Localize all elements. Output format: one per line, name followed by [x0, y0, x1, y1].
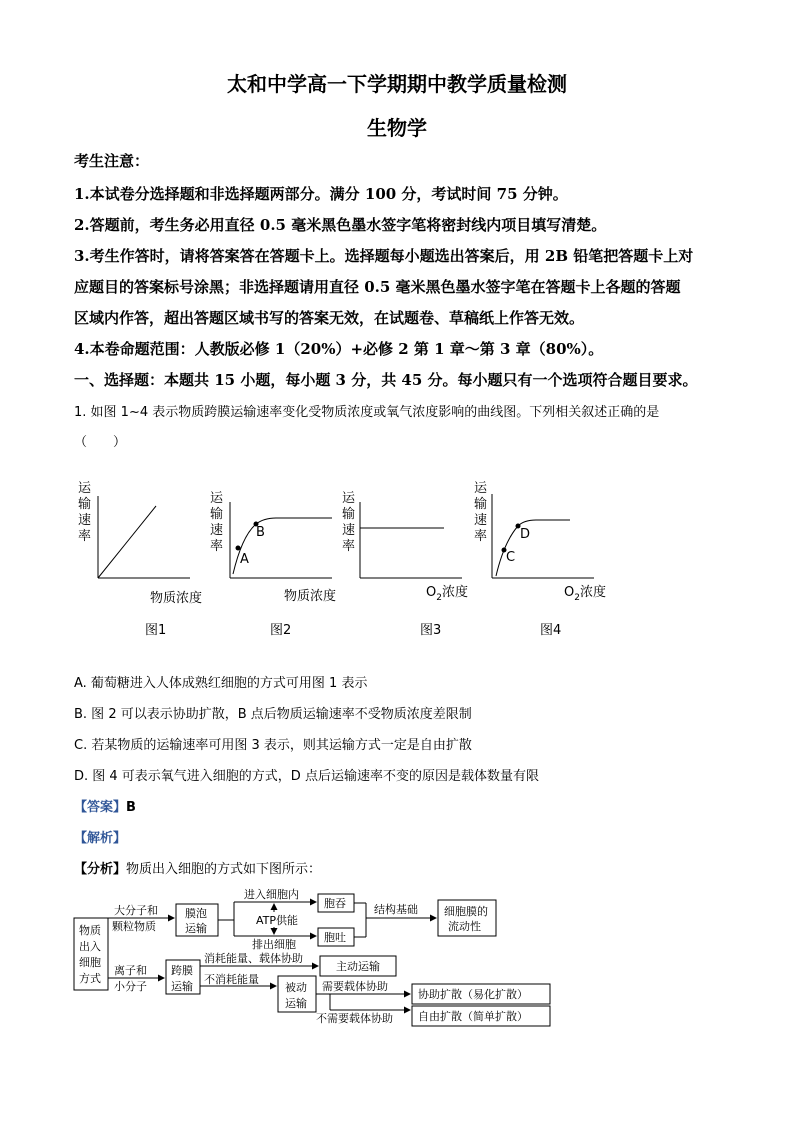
fig2-ylabel-0: 运	[210, 491, 224, 506]
fig2-ylabel-2: 速	[210, 523, 224, 538]
fig3-xlabel: $O_2$浓度	[426, 585, 468, 603]
exit-text: 排出细胞	[252, 938, 296, 951]
option-b: B. 图 2 可以表示协助扩散，B 点后物质运输速率不受物质浓度差限制	[74, 707, 472, 722]
root-text-2: 细胞	[79, 956, 101, 969]
notice-item-3-cont2: 区域内作答，超出答题区域书写的答案无效，在试题卷、草稿纸上作答无效。	[74, 309, 585, 327]
fenxi-line	[74, 858, 321, 877]
fig2-xlabel: 物质浓度	[284, 589, 337, 604]
vesicle-text-0: 膜泡	[185, 907, 207, 920]
need-text: 需要载体协助	[322, 980, 388, 993]
consume-text: 消耗能量、载体协助	[204, 952, 303, 965]
figure-4	[474, 481, 606, 638]
fig4-ylabel-3: 率	[474, 529, 488, 544]
fig3-caption: 图3	[420, 623, 442, 638]
root-text-3: 方式	[79, 972, 101, 985]
fenxi-text: 物质出入细胞的方式如下图所示：	[126, 862, 322, 877]
fluid-text-1: 流动性	[448, 920, 481, 933]
fig2-caption: 图2	[270, 623, 292, 638]
page-title: 太和中学高一下学期期中教学质量检测	[227, 72, 567, 96]
transmembrane-text-0: 跨膜	[171, 964, 193, 977]
fig2-ylabel-1: 输	[210, 507, 224, 522]
option-c: C. 若某物质的运输速率可用图 3 表示，则其运输方式一定是自由扩散	[74, 738, 472, 753]
free-text: 自由扩散（简单扩散）	[418, 1010, 528, 1023]
fig3-ylabel-2: 速	[342, 523, 356, 538]
vesicle-text-1: 运输	[185, 922, 207, 935]
fig4-curve	[496, 520, 570, 576]
figures-1-4	[70, 478, 630, 648]
exo-text: 胞吐	[324, 931, 346, 944]
root-text-1: 出入	[79, 940, 101, 953]
notice-item-3: 3.考生作答时，请将答案答在答题卡上。选择题每小题选出答案后，用 2B 铅笔把答题卡上对	[74, 247, 694, 265]
fig4-xlabel: $O_2$浓度	[564, 585, 606, 603]
fig2-point-a	[236, 546, 241, 551]
notice-item-1: 1.本试卷分选择题和非选择题两部分。满分 100 分，考试时间 75 分钟。	[74, 185, 568, 203]
big-text-0: 大分子和	[114, 904, 158, 917]
option-d: D. 图 4 可表示氧气进入细胞的方式，D 点后运输速率不变的原因是载体数量有限	[74, 769, 539, 784]
fig4-ylabel-2: 速	[474, 513, 488, 528]
fig1-ylabel-1: 输	[78, 497, 92, 512]
fig4-caption: 图4	[540, 623, 562, 638]
endo-text: 胞吞	[324, 897, 346, 910]
fig1-ylabel-3: 率	[78, 529, 92, 544]
figure-3	[342, 491, 468, 638]
passive-text-1: 运输	[285, 997, 307, 1010]
fig3-ylabel-0: 运	[342, 491, 356, 506]
fig2-label-b: B	[256, 525, 265, 540]
enter-text: 进入细胞内	[244, 888, 299, 901]
root-text-0: 物质	[79, 924, 101, 937]
analysis-label: 【解析】	[74, 831, 127, 846]
answer-label: 【答案】	[74, 800, 127, 815]
fig4-ylabel-1: 输	[474, 497, 488, 512]
atp-text: ATP供能	[256, 914, 299, 927]
noconsume-text: 不消耗能量	[204, 973, 259, 986]
fig1-caption: 图1	[145, 623, 167, 638]
fig3-ylabel-1: 输	[342, 507, 356, 522]
big-text-1: 颗粒物质	[112, 920, 156, 933]
fig1-ylabel-0: 运	[78, 481, 92, 496]
fenxi-label: 【分析】	[74, 862, 127, 877]
active-text: 主动运输	[336, 960, 380, 973]
figure-1	[78, 481, 202, 638]
fig3-ylabel-3: 率	[342, 539, 356, 554]
question-stem: 1. 如图 1~4 表示物质跨膜运输速率变化受物质浓度或氧气浓度影响的曲线图。下列相关叙述正确的是	[74, 405, 660, 420]
facilitated-text: 协助扩散（易化扩散）	[418, 988, 528, 1001]
answer-value: B	[126, 800, 136, 815]
section-heading: 一、选择题：本题共 15 小题，每小题 3 分，共 45 分。每小题只有一个选项符合题目要求。	[74, 371, 698, 389]
transmembrane-text-1: 运输	[171, 980, 193, 993]
notice-item-4: 4.本卷命题范围：人教版必修 1（20%）+必修 2 第 1 章～第 3 章（80%）。	[74, 340, 604, 358]
small-text-1: 小分子	[114, 980, 147, 993]
fig2-ylabel-3: 率	[210, 539, 224, 554]
answer-line	[74, 796, 136, 815]
notice-item-2: 2.答题前，考生务必用直径 0.5 毫米黑色墨水签字笔将密封线内项目填写清楚。	[74, 216, 607, 234]
fluid-text-0: 细胞膜的	[444, 905, 488, 918]
fig1-xlabel: 物质浓度	[150, 591, 203, 606]
notice-item-3-cont: 应题目的答案标号涂黑；非选择题请用直径 0.5 毫米黑色墨水签字笔在答题卡上各题的答题	[74, 278, 681, 296]
option-a: A. 葡萄糖进入人体成熟红细胞的方式可用图 1 表示	[74, 676, 368, 691]
passive-text-0: 被动	[285, 981, 307, 994]
question-paren: （ ）	[74, 435, 127, 450]
figure-2	[210, 491, 336, 638]
fig2-label-a: A	[240, 552, 249, 567]
notice-heading: 考生注意：	[74, 152, 150, 170]
basis-text: 结构基础	[374, 903, 418, 916]
fig1-ylabel-2: 速	[78, 513, 92, 528]
transport-diagram	[70, 882, 560, 1027]
fig4-label-c: C	[506, 550, 516, 565]
subject-title: 生物学	[367, 116, 427, 140]
fig4-label-d: D	[520, 527, 531, 542]
small-text-0: 离子和	[114, 964, 147, 977]
fig1-curve	[98, 506, 156, 578]
fig4-ylabel-0: 运	[474, 481, 488, 496]
noneed-text: 不需要载体协助	[316, 1012, 393, 1025]
